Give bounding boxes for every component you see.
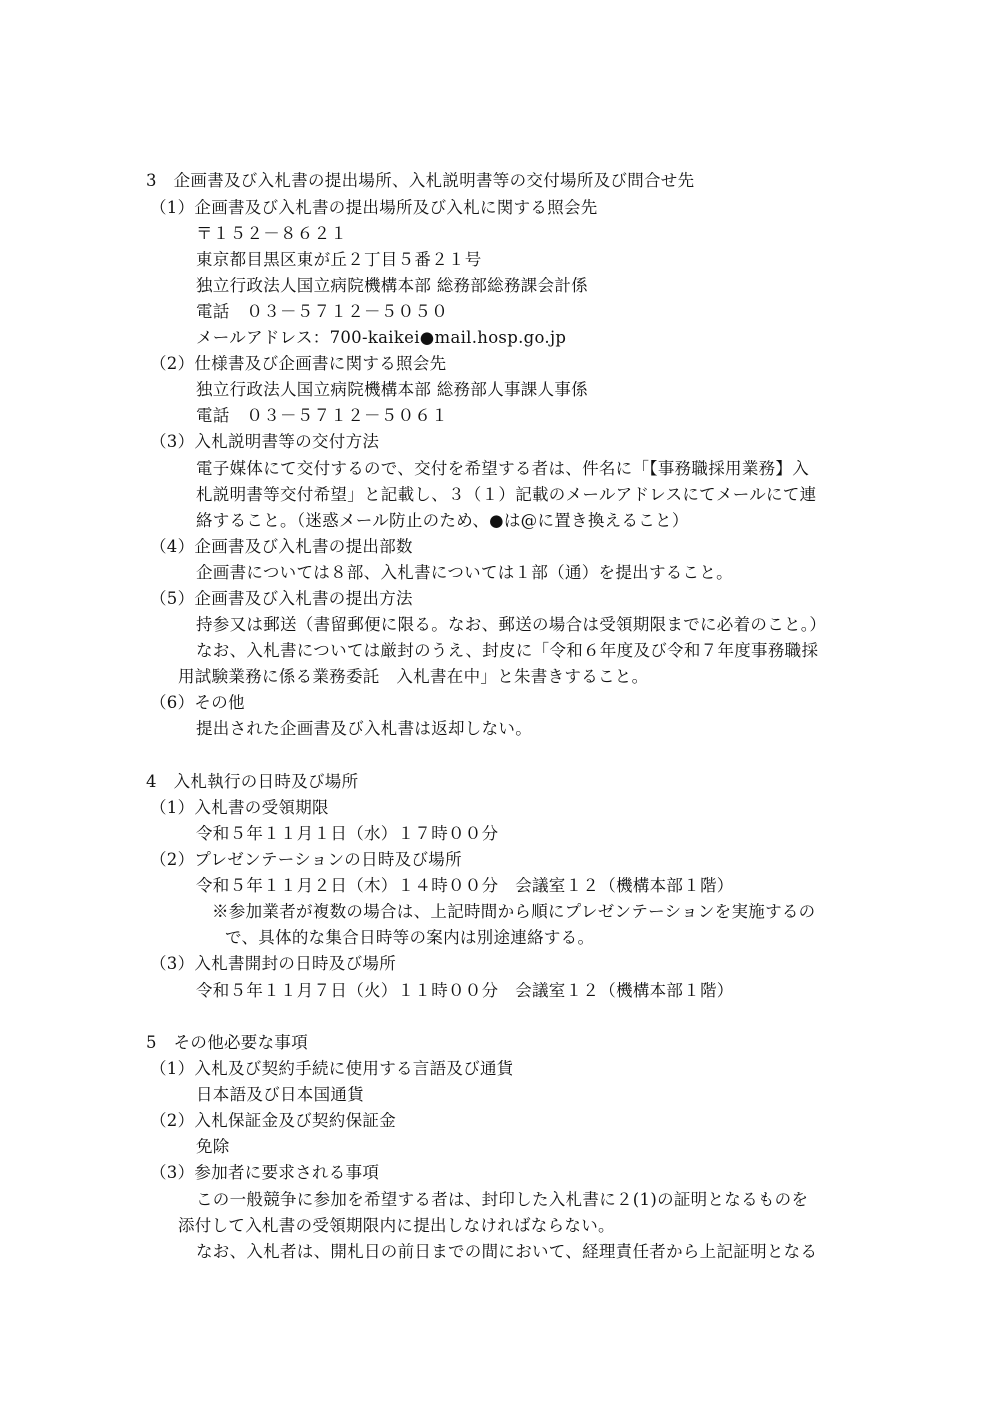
delivery-method-line-3: 絡すること。（迷惑メール防止のため、●は@に置き換えること）	[196, 511, 689, 530]
address: 東京都目黒区東が丘２丁目５番２１号	[196, 250, 482, 269]
submission-method-line-2: なお、入札書については厳封のうえ、封皮に「令和６年度及び令和７年度事務職採	[196, 641, 819, 660]
item-5-1-heading: （1）入札及び契約手続に使用する言語及び通貨	[150, 1059, 514, 1078]
delivery-method-line-2: 札説明書等交付希望」と記載し、３（１）記載のメールアドレスにてメールにて連	[196, 485, 817, 504]
requirements-line-2: 添付して入札書の受領期限内に提出しなければならない。	[178, 1216, 615, 1235]
email-address: メールアドレス：700-kaikei●mail.hosp.go.jp	[196, 328, 567, 347]
no-return-text: 提出された企画書及び入札書は返却しない。	[196, 719, 532, 738]
requirements-line-3: なお、入札者は、開札日の前日までの間において、経理責任者から上記証明となる	[196, 1242, 818, 1261]
office-personnel: 独立行政法人国立病院機構本部 総務部人事課人事係	[196, 380, 588, 399]
copies-text: 企画書については８部、入札書については１部（通）を提出すること。	[196, 563, 733, 582]
presentation-datetime: 令和５年１１月２日（木）１４時００分 会議室１２（機構本部１階）	[196, 876, 734, 895]
section-4-heading: 4 入札執行の日時及び場所	[146, 772, 359, 791]
office-accounting: 独立行政法人国立病院機構本部 総務部総務課会計係	[196, 276, 588, 295]
submission-method-line-1: 持参又は郵送（書留郵便に限る。なお、郵送の場合は受領期限までに必着のこと。）	[196, 615, 827, 634]
section-3-heading: 3 企画書及び入札書の提出場所、入札説明書等の交付場所及び問合せ先	[146, 171, 695, 190]
presentation-note-line-1: ※参加業者が複数の場合は、上記時間から順にプレゼンテーションを実施するの	[212, 902, 816, 921]
presentation-note-line-2: で、具体的な集合日時等の案内は別途連絡する。	[225, 928, 595, 947]
item-3-6-heading: （6）その他	[150, 693, 245, 712]
item-4-3-heading: （3）入札書開封の日時及び場所	[150, 954, 396, 973]
language-currency-text: 日本語及び日本国通貨	[196, 1085, 364, 1104]
item-5-3-heading: （3）参加者に要求される事項	[150, 1163, 380, 1182]
section-5-heading: 5 その他必要な事項	[146, 1033, 308, 1052]
item-3-4-heading: （4）企画書及び入札書の提出部数	[150, 537, 413, 556]
item-3-3-heading: （3）入札説明書等の交付方法	[150, 432, 380, 451]
item-3-2-heading: （2）仕様書及び企画書に関する照会先	[150, 354, 447, 373]
item-3-5-heading: （5）企画書及び入札書の提出方法	[150, 589, 413, 608]
phone-accounting: 電話 ０３－５７１２－５０５０	[196, 302, 448, 321]
item-3-1-heading: （1）企画書及び入札書の提出場所及び入札に関する照会先	[150, 198, 598, 217]
item-4-2-heading: （2）プレゼンテーションの日時及び場所	[150, 850, 462, 869]
delivery-method-line-1: 電子媒体にて交付するので、交付を希望する者は、件名に「【事務職採用業務】入	[196, 459, 810, 478]
deadline-text: 令和５年１１月１日（水）１７時００分	[196, 824, 499, 843]
opening-datetime: 令和５年１１月７日（火）１１時００分 会議室１２（機構本部１階）	[196, 981, 734, 1000]
submission-method-line-3: 用試験業務に係る業務委託 入札書在中」と朱書きすること。	[178, 667, 649, 686]
item-4-1-heading: （1）入札書の受領期限	[150, 798, 329, 817]
requirements-line-1: この一般競争に参加を希望する者は、封印した入札書に２(1)の証明となるものを	[196, 1190, 809, 1209]
exemption-text: 免除	[196, 1137, 230, 1156]
postal-code: 〒１５２－８６２１	[196, 224, 348, 243]
phone-personnel: 電話 ０３－５７１２－５０６１	[196, 406, 448, 425]
item-5-2-heading: （2）入札保証金及び契約保証金	[150, 1111, 396, 1130]
